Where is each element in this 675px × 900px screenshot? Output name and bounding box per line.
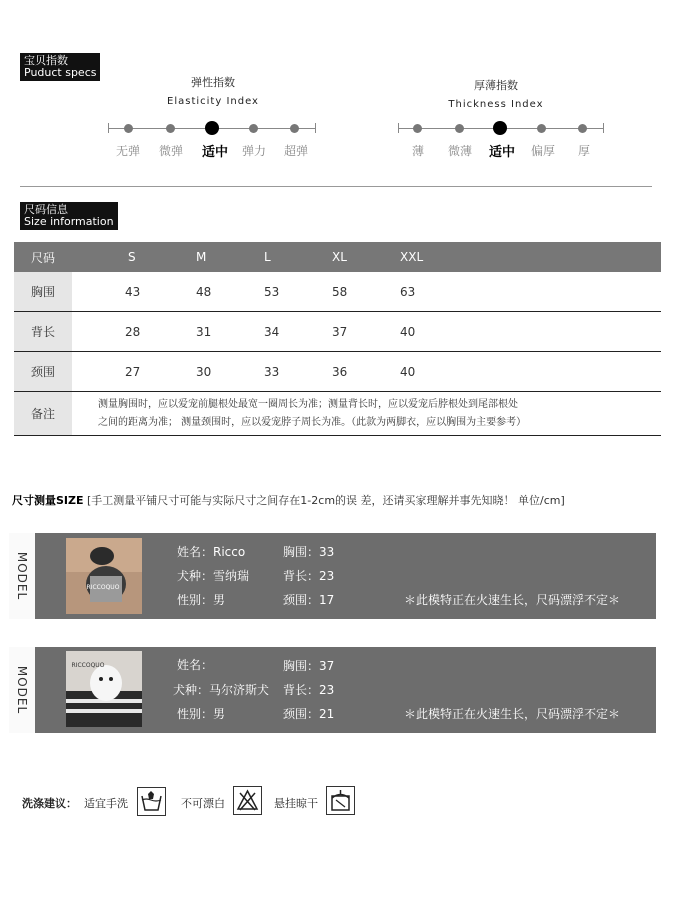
model-card-1 xyxy=(9,533,656,619)
thickness-level-1: 薄 xyxy=(411,144,424,158)
size-header-m: M xyxy=(195,242,263,272)
model-1-chest: 胸围：33 xyxy=(283,545,335,559)
specs-tag-en: Puduct specs xyxy=(24,66,97,79)
size-info-tag-cn: 尺码信息 xyxy=(24,203,68,216)
elasticity-dot-selected xyxy=(205,121,219,135)
model-2-breed: 犬种：马尔济斯犬 xyxy=(173,683,270,697)
model-1-side xyxy=(9,533,35,619)
specs-tag xyxy=(20,53,100,81)
cell-chest-s: 43 xyxy=(72,272,195,312)
model-2-side-label: MODEL xyxy=(15,665,29,715)
elasticity-level-5: 超弹 xyxy=(283,144,308,158)
no-bleach-icon xyxy=(233,786,262,815)
elasticity-tick-right xyxy=(315,123,316,133)
model-1-neck: 颈围：17 xyxy=(283,593,335,607)
model-1-side-label: MODEL xyxy=(15,551,29,601)
model-2-name: 姓名： xyxy=(177,658,214,672)
thickness-level-5: 厚 xyxy=(577,144,590,158)
model-1-name: 姓名：Ricco xyxy=(177,545,246,559)
model-card-2 xyxy=(9,647,656,733)
elasticity-dot-1 xyxy=(124,124,133,133)
model-2-side xyxy=(9,647,35,733)
note-line-1: 测量胸围时，应以爱宠前腿根处最宽一圈周长为准；测量背长时，应以爱宠后脖根处到尾部根处 xyxy=(98,398,518,410)
elasticity-tick-left xyxy=(108,123,109,133)
wash-label: 洗涤建议： xyxy=(22,797,77,810)
wash-item-3-text: 悬挂晾干 xyxy=(274,797,318,810)
elasticity-dot-5 xyxy=(290,124,299,133)
size-header-l: L xyxy=(263,242,331,272)
size-info-tag xyxy=(20,202,118,230)
elasticity-dot-4 xyxy=(249,124,258,133)
cell-back-m: 31 xyxy=(195,312,263,352)
table-row xyxy=(14,272,661,312)
thickness-tick-right xyxy=(603,123,604,133)
size-info-tag-en: Size information xyxy=(24,215,114,228)
size-table xyxy=(14,242,661,436)
measurement-text: [手工测量平铺尺寸可能与实际尺寸之间存在1-2cm的误 差，还请买家理解并事先知晓！ 单位/cm] xyxy=(87,494,565,507)
thickness-dot-selected xyxy=(493,121,507,135)
row-label-chest: 胸围 xyxy=(14,272,72,312)
elasticity-level-4: 弹力 xyxy=(241,144,266,158)
hand-wash-icon xyxy=(137,787,166,816)
cell-chest-xxl: 63 xyxy=(399,272,661,312)
cell-back-xl: 37 xyxy=(331,312,399,352)
elasticity-title: 弹性指数 xyxy=(191,76,235,89)
thickness-dot-2 xyxy=(455,124,464,133)
section-divider xyxy=(20,186,652,187)
cell-neck-xl: 36 xyxy=(331,352,399,392)
size-header-s: S xyxy=(72,242,195,272)
thickness-dot-1 xyxy=(413,124,422,133)
size-header-xxl: XXL xyxy=(399,242,661,272)
cell-back-s: 28 xyxy=(72,312,195,352)
size-header-xl: XL xyxy=(331,242,399,272)
thickness-title: 厚薄指数 xyxy=(474,79,518,92)
elasticity-level-3: 适中 xyxy=(201,145,228,160)
size-header-label: 尺码 xyxy=(14,242,72,272)
model-1-notice: ＊此模特正在火速生长，尺码漂浮不定＊ xyxy=(404,593,621,607)
row-label-neck: 颈围 xyxy=(14,352,72,392)
model-2-chest: 胸围：37 xyxy=(283,659,335,673)
thickness-level-3: 适中 xyxy=(488,145,515,160)
model-2-notice: ＊此模特正在火速生长，尺码漂浮不定＊ xyxy=(404,707,621,721)
table-row xyxy=(14,352,661,392)
model-1-gender: 性别：男 xyxy=(177,593,226,607)
note-line-2: 之间的距离为准； 测量颈围时，应以爱宠脖子周长为准。（此款为两脚衣，应以胸围为主要参考） xyxy=(98,416,527,428)
measurement-title: 尺寸测量SIZE xyxy=(12,494,84,507)
cell-chest-xl: 58 xyxy=(331,272,399,312)
cell-chest-m: 48 xyxy=(195,272,263,312)
row-label-back: 背长 xyxy=(14,312,72,352)
cell-back-l: 34 xyxy=(263,312,331,352)
note-cell xyxy=(72,392,661,436)
elasticity-level-1: 无弹 xyxy=(115,144,140,158)
thickness-level-4: 偏厚 xyxy=(530,144,555,158)
wash-item-1-text: 适宜手洗 xyxy=(84,797,128,810)
thickness-level-2: 微薄 xyxy=(447,144,472,158)
thickness-dot-4 xyxy=(537,124,546,133)
hang-dry-icon xyxy=(326,786,355,815)
model-1-breed: 犬种：雪纳瑞 xyxy=(177,569,250,583)
row-label-note: 备注 xyxy=(14,392,72,436)
elasticity-subtitle: Elasticity Index xyxy=(167,96,259,107)
thickness-dot-5 xyxy=(578,124,587,133)
model-2-back: 背长：23 xyxy=(283,683,335,697)
model-2-gender: 性别：男 xyxy=(177,707,226,721)
cell-chest-l: 53 xyxy=(263,272,331,312)
cell-neck-l: 33 xyxy=(263,352,331,392)
table-row xyxy=(14,312,661,352)
model-1-photo xyxy=(66,538,142,614)
specs-tag-cn: 宝贝指数 xyxy=(24,54,68,67)
measurement-note xyxy=(12,492,667,508)
elasticity-dot-2 xyxy=(166,124,175,133)
cell-neck-xxl: 40 xyxy=(399,352,661,392)
cell-neck-m: 30 xyxy=(195,352,263,392)
thickness-tick-left xyxy=(398,123,399,133)
model-2-photo xyxy=(66,651,142,727)
cell-neck-s: 27 xyxy=(72,352,195,392)
size-table-header xyxy=(14,242,661,272)
table-row-note xyxy=(14,392,661,436)
wash-item-2-text: 不可漂白 xyxy=(181,797,225,810)
thickness-subtitle: Thickness Index xyxy=(448,99,544,110)
model-1-photo-text: RICCOQUO xyxy=(86,584,120,591)
model-2-neck: 颈围：21 xyxy=(283,707,335,721)
cell-back-xxl: 40 xyxy=(399,312,661,352)
model-2-photo-text: RICCOQUO xyxy=(71,662,105,669)
elasticity-level-2: 微弹 xyxy=(158,144,183,158)
model-1-back: 背长：23 xyxy=(283,569,335,583)
